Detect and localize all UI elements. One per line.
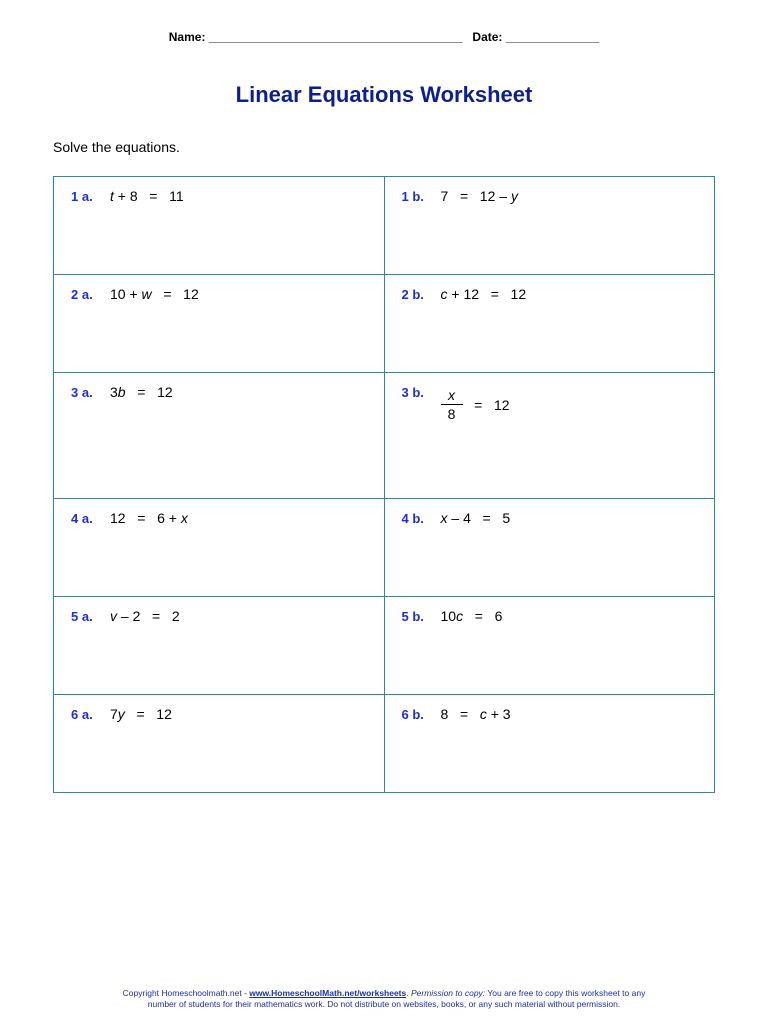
problem-label: 3 a. <box>71 385 93 400</box>
equation: 10 + w = 12 <box>110 286 199 302</box>
equation: 12 = 6 + x <box>110 510 188 526</box>
name-label: Name: <box>168 30 206 44</box>
problem-label: 1 a. <box>71 189 93 204</box>
problem-5b <box>384 597 715 695</box>
problem-label: 2 b. <box>401 287 424 302</box>
problem-label: 4 b. <box>401 511 424 526</box>
problem-1a <box>54 177 385 275</box>
homeschoolmath-link[interactable]: www.HomeschoolMath.net/worksheets <box>249 988 407 998</box>
problem-4a <box>54 499 385 597</box>
equation: 7 = 12 – y <box>440 188 518 204</box>
equation: 8 = c + 3 <box>440 706 511 722</box>
footer-line-2: number of students for their mathematics work. Do not distribute on websites, books, or any such material without permission. <box>147 999 621 1009</box>
problem-4b <box>384 499 715 597</box>
fraction-numerator: x <box>441 387 463 405</box>
problem-label: 3 b. <box>401 385 424 400</box>
name-date-line <box>0 30 768 44</box>
problem-3b <box>384 373 715 499</box>
problem-label: 2 a. <box>71 287 93 302</box>
footer-line-1: Copyright Homeschoolmath.net - www.HomeschoolMath.net/worksheets. Permission to copy: You are free to copy this worksheet to any <box>122 988 646 998</box>
problem-label: 5 b. <box>401 609 424 624</box>
problem-5a <box>54 597 385 695</box>
equation: c + 12 = 12 <box>440 286 527 302</box>
copyright-footer <box>0 988 768 1010</box>
name-field[interactable]: ______________________________________ <box>208 30 463 44</box>
problem-3a <box>54 373 385 499</box>
equation: 10c = 6 <box>440 608 503 624</box>
equation: x – 4 = 5 <box>440 510 511 526</box>
problem-6a <box>54 695 385 793</box>
equation: v – 2 = 2 <box>110 608 180 624</box>
problem-label: 4 a. <box>71 511 93 526</box>
problem-6b <box>384 695 715 793</box>
instructions: Solve the equations. <box>53 139 180 155</box>
problem-label: 6 a. <box>71 707 93 722</box>
equation: 3b = 12 <box>110 384 173 400</box>
date-label: Date: <box>472 30 503 44</box>
date-field[interactable]: ______________ <box>505 30 600 44</box>
problem-label: 5 a. <box>71 609 93 624</box>
problem-2a <box>54 275 385 373</box>
worksheet-title: Linear Equations Worksheet <box>235 82 533 107</box>
problem-label: 1 b. <box>401 189 424 204</box>
problem-1b <box>384 177 715 275</box>
problem-2b <box>384 275 715 373</box>
problem-label: 6 b. <box>401 707 424 722</box>
fraction-denominator: 8 <box>447 406 456 422</box>
equation: t + 8 = 11 <box>110 188 184 204</box>
fraction <box>441 387 463 422</box>
equation: 7y = 12 <box>110 706 172 722</box>
problem-grid <box>53 176 715 793</box>
equation: $\frac{x}{8}$ = 12 <box>441 387 510 422</box>
